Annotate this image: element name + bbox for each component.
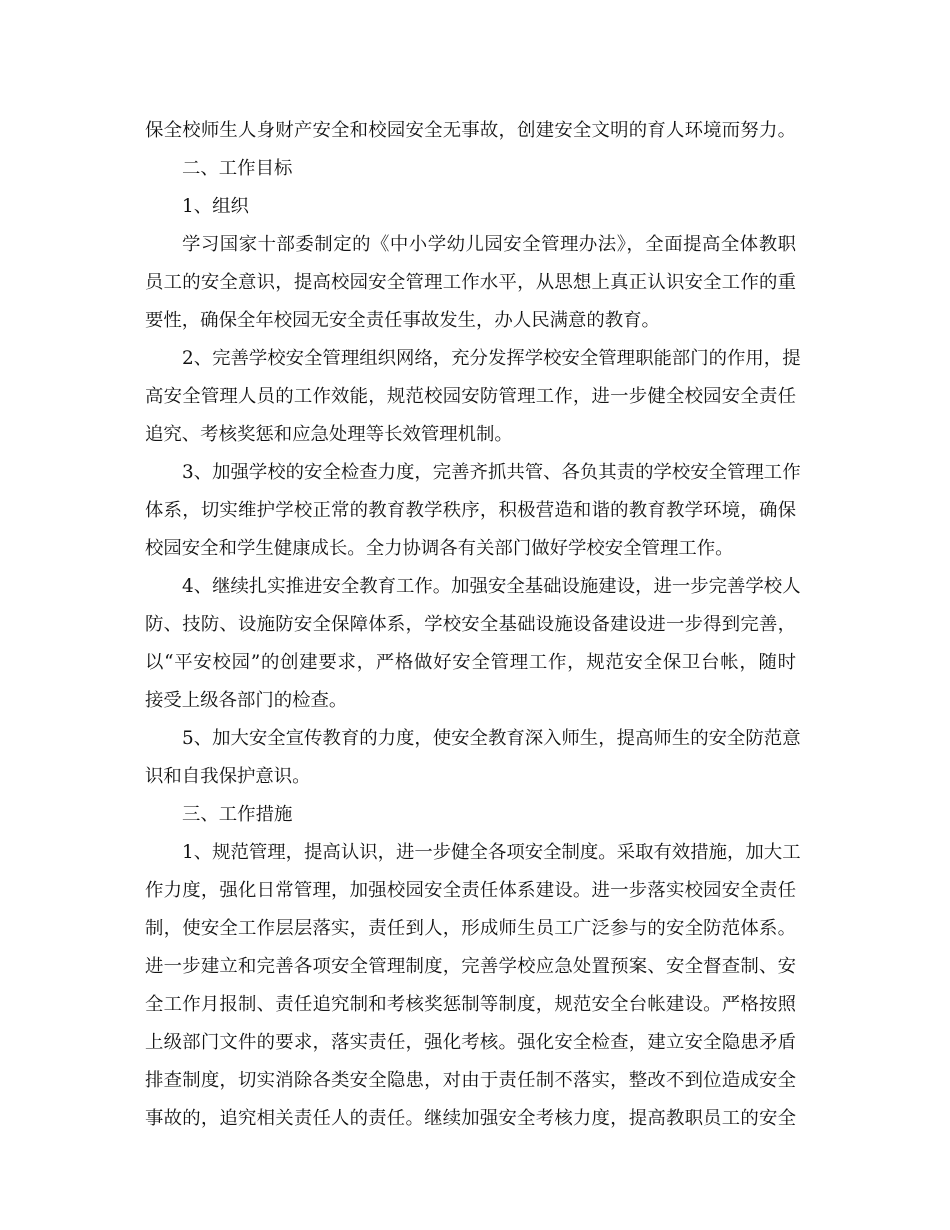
- heading-text: 三、工作措施: [182, 804, 293, 825]
- paragraph-goal-4: [145, 568, 801, 720]
- heading-text: 二、工作目标: [182, 158, 293, 179]
- section-heading-measures: [145, 796, 796, 834]
- text-line: 排查制度，切实消除各类安全隐患，对由于责任制不落实，整改不到位造成安全: [145, 1070, 796, 1091]
- document-page: [145, 112, 801, 1138]
- text-line: 追究、考核奖惩和应急处理等长效管理机制。: [145, 424, 513, 445]
- text-line: 上级部门文件的要求，落实责任，强化考核。强化安全检查，建立安全隐患矛盾: [145, 1032, 796, 1053]
- paragraph-goal-5: [145, 720, 801, 796]
- paragraph-goal-2: [145, 340, 801, 454]
- text-line: 5、加大安全宣传教育的力度，使安全教育深入师生，提高师生的安全防范意: [182, 728, 801, 749]
- text-line: 学习国家十部委制定的《中小学幼儿园安全管理办法》，全面提高全体教职: [182, 234, 796, 255]
- text-line: 接受上级各部门的检查。: [145, 690, 348, 711]
- paragraph-measure-1: [145, 834, 801, 1138]
- text-line: 以“平安校园”的创建要求，严格做好安全管理工作，规范安全保卫台帐，随时: [145, 652, 796, 673]
- text-line: 进一步建立和完善各项安全管理制度，完善学校应急处置预案、安全督查制、安: [145, 956, 796, 977]
- section-heading-goals: [145, 150, 796, 188]
- text-line: 校园安全和学生健康成长。全力协调各有关部门做好学校安全管理工作。: [145, 538, 734, 559]
- text-line: 体系，切实维护学校正常的教育教学秩序，积极营造和谐的教育教学环境，确保: [145, 500, 796, 521]
- paragraph-continuation: [145, 112, 796, 150]
- paragraph-study-regulations: [145, 226, 796, 340]
- text-line: 员工的安全意识，提高校园安全管理工作水平，从思想上真正认识安全工作的重: [145, 272, 796, 293]
- text-line: 3、加强学校的安全检查力度，完善齐抓共管、各负其责的学校安全管理工作: [182, 462, 801, 483]
- text-line: 1、规范管理，提高认识，进一步健全各项安全制度。采取有效措施，加大工: [182, 842, 801, 863]
- text-line: 高安全管理人员的工作效能，规范校园安防管理工作，进一步健全校园安全责任: [145, 386, 796, 407]
- paragraph-goal-3: [145, 454, 801, 568]
- text-line: 事故的，追究相关责任人的责任。继续加强安全考核力度，提高教职员工的安全: [145, 1108, 796, 1129]
- text-line: 要性，确保全年校园无安全责任事故发生，办人民满意的教育。: [145, 310, 660, 331]
- text-line: 保全校师生人身财产安全和校园安全无事故，创建安全文明的育人环境而努力。: [145, 120, 796, 141]
- text-line: 2、完善学校安全管理组织网络，充分发挥学校安全管理职能部门的作用，提: [182, 348, 801, 369]
- text-line: 全工作月报制、责任追究制和考核奖惩制等制度，规范安全台帐建设。严格按照: [145, 994, 796, 1015]
- subheading-text: 1、组织: [182, 196, 249, 217]
- text-line: 识和自我保护意识。: [145, 766, 311, 787]
- text-line: 4、继续扎实推进安全教育工作。加强安全基础设施建设，进一步完善学校人: [182, 576, 801, 597]
- text-line: 作力度，强化日常管理，加强校园安全责任体系建设。进一步落实校园安全责任: [145, 880, 796, 901]
- text-line: 制，使安全工作层层落实，责任到人，形成师生员工广泛参与的安全防范体系。: [145, 918, 796, 939]
- text-line: 防、技防、设施防安全保障体系，学校安全基础设施设备建设进一步得到完善，: [145, 614, 796, 635]
- subheading-organization: [145, 188, 796, 226]
